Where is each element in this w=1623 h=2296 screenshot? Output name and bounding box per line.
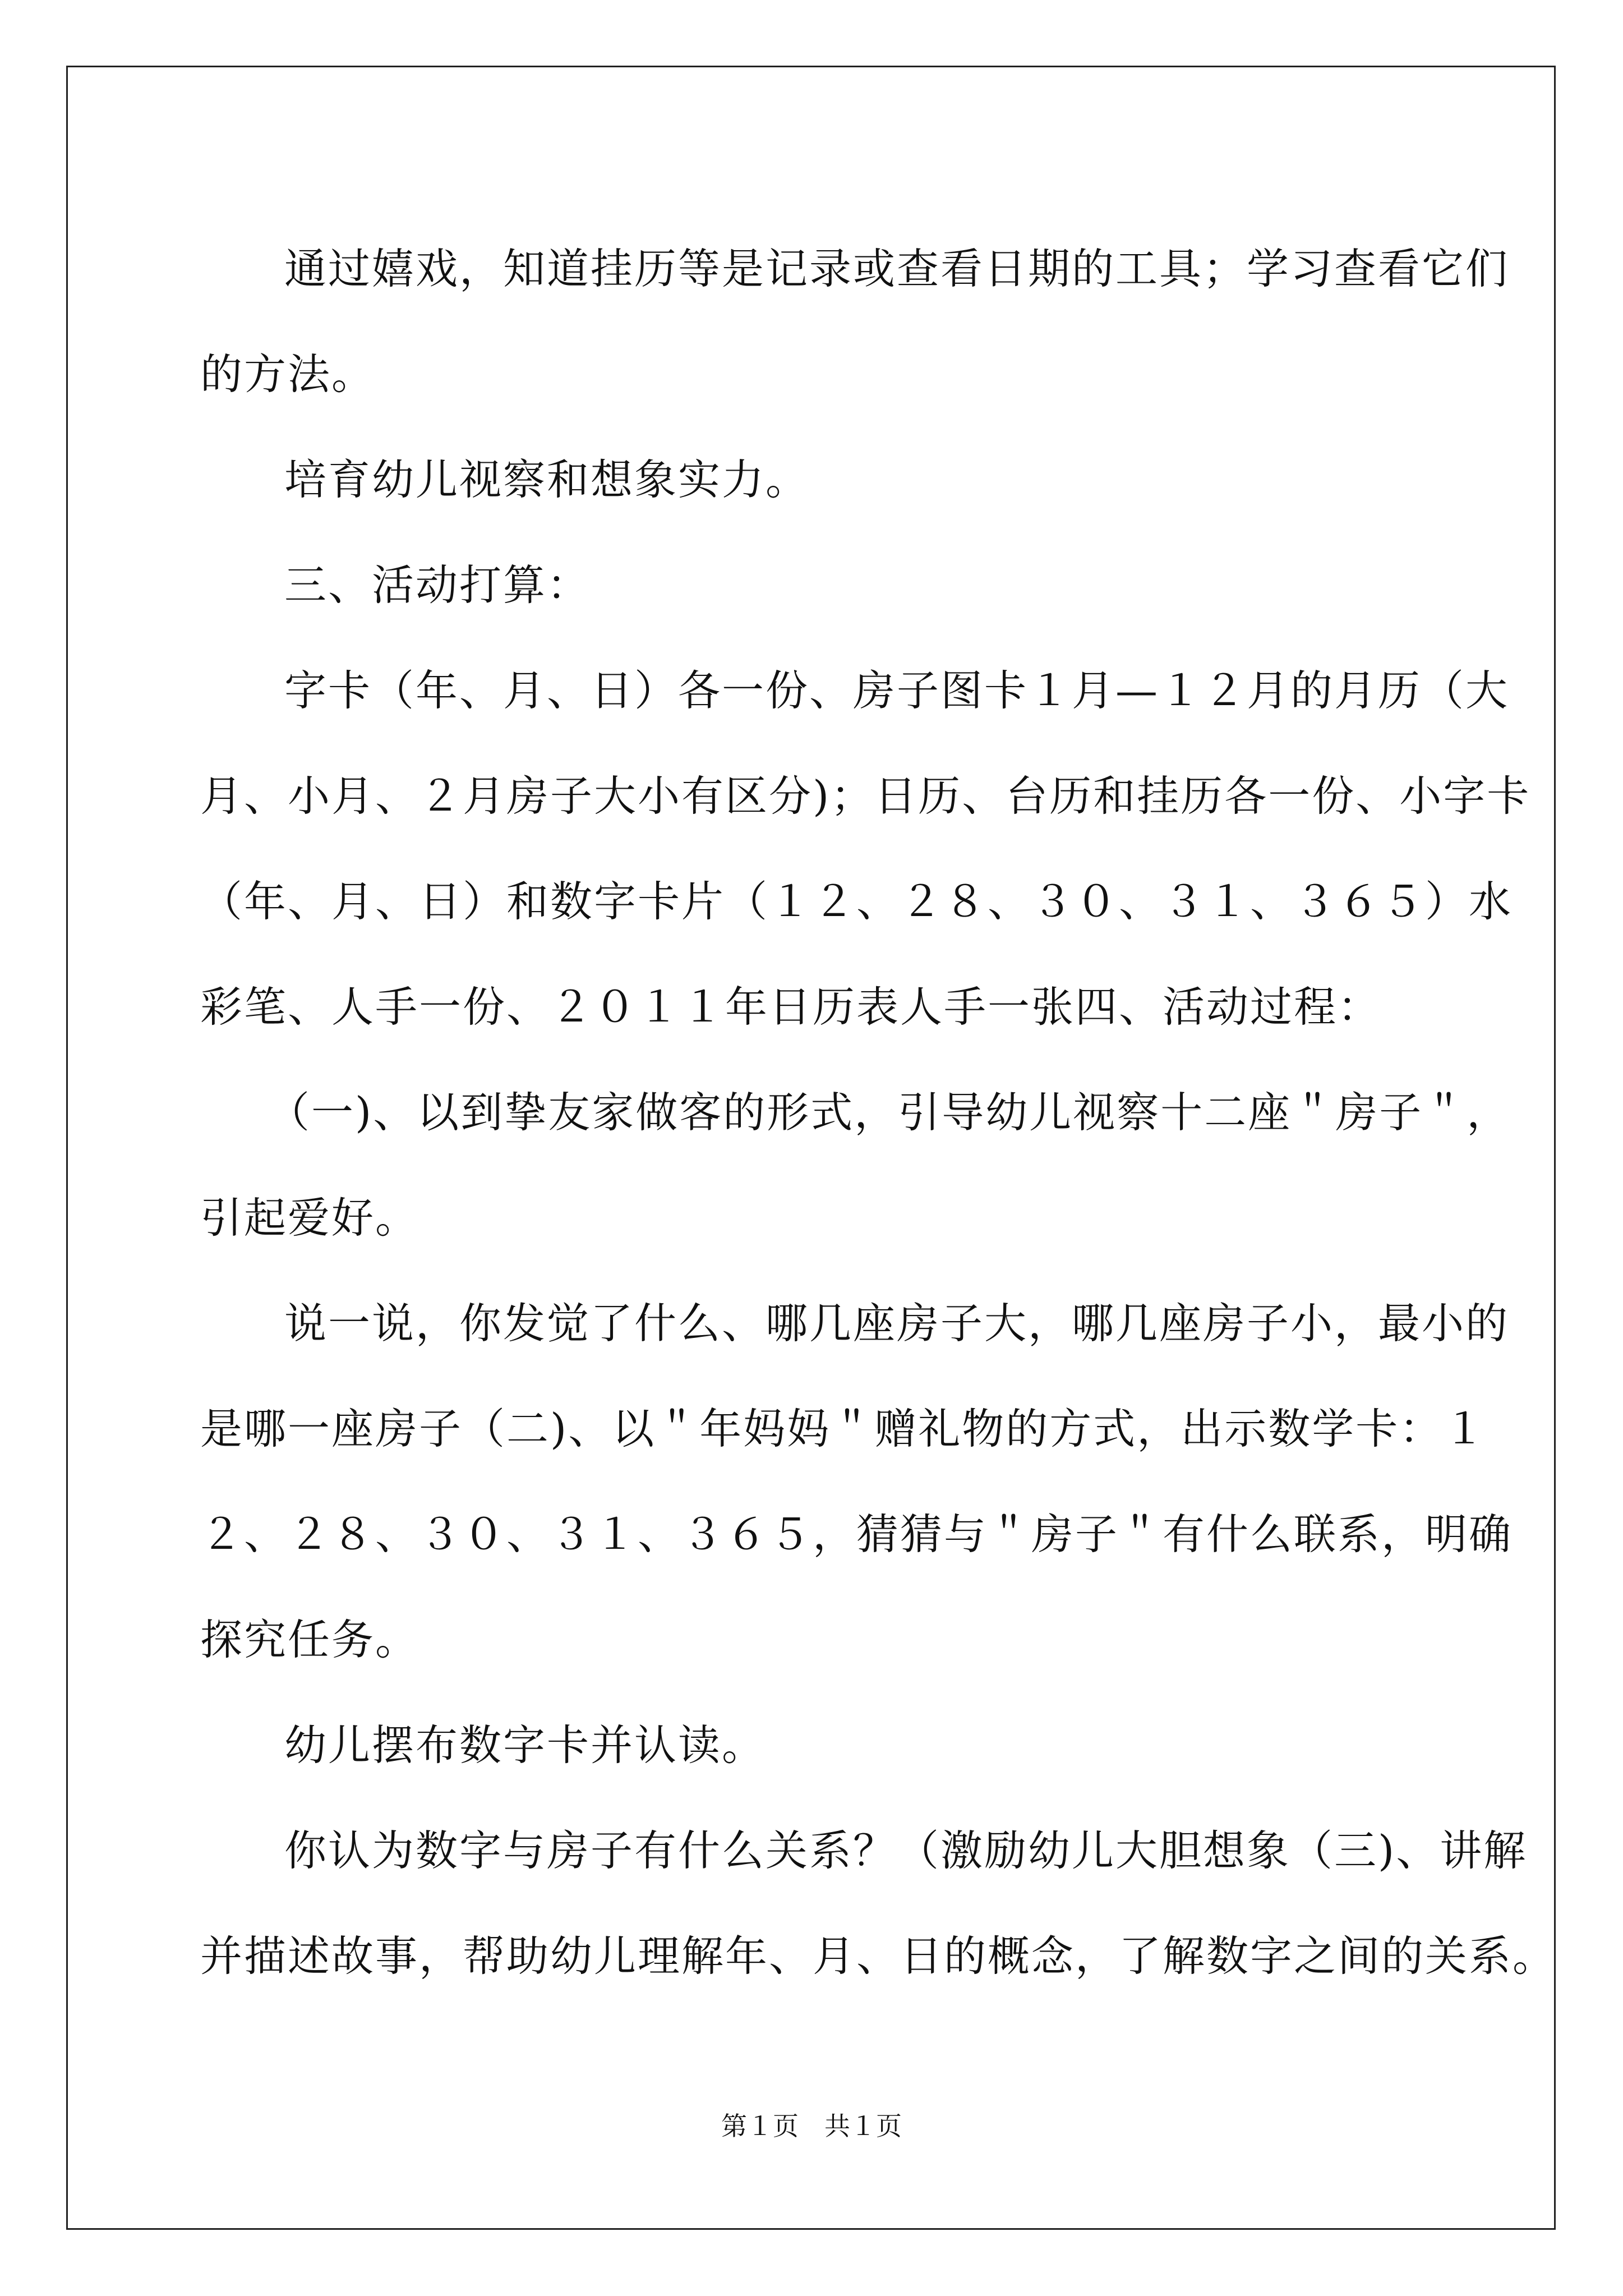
- document-body: [200, 216, 1557, 2009]
- text-line-10: 引起爱好。: [200, 1193, 419, 1243]
- text-line-5: 字卡（年、月、日）各一份、房子图卡１月—１２月的月历（大: [284, 666, 1510, 715]
- text-line-16: 你认为数字与房子有什么关系？（激励幼儿大胆想象（三)、讲解: [284, 1826, 1528, 1875]
- text-line-8: 彩笔、人手一份、２０１１年日历表人手一张四、活动过程：: [200, 982, 1382, 1032]
- page-footer: 第１页 共１页: [721, 2111, 902, 2141]
- text-line-1: 通过嬉戏，知道挂历等是记录或查看日期的工具；学习查看它们: [284, 244, 1510, 293]
- text-line-15: 幼儿摆布数字卡并认读。: [284, 1720, 766, 1770]
- text-line-2: 的方法。: [200, 349, 376, 399]
- text-line-4: 三、活动打算：: [284, 560, 591, 610]
- text-line-11: 说一说，你发觉了什么、哪几座房子大，哪几座房子小，最小的: [284, 1299, 1510, 1348]
- text-line-12: 是哪一座房子（二)、以＂年妈妈＂赠礼物的方式，出示数学卡：１: [200, 1404, 1487, 1453]
- text-line-17: 并描述故事，帮助幼儿理解年、月、日的概念，了解数字之间的关系。: [200, 1931, 1557, 1981]
- text-line-3: 培育幼儿视察和想象实力。: [284, 455, 810, 504]
- text-line-13: ２、２８、３０、３１、３６５，猜猜与＂房子＂有什么联系，明确: [200, 1510, 1513, 1559]
- text-line-7: （年、月、日）和数字卡片（１２、２８、３０、３１、３６５）水: [200, 877, 1513, 926]
- text-line-14: 探究任务。: [200, 1615, 419, 1664]
- text-line-6: 月、小月、２月房子大小有区分)；日历、台历和挂历各一份、小字卡: [200, 771, 1531, 821]
- text-line-9: （一)、以到挚友家做客的形式，引导幼儿视察十二座＂房子＂，: [268, 1088, 1511, 1137]
